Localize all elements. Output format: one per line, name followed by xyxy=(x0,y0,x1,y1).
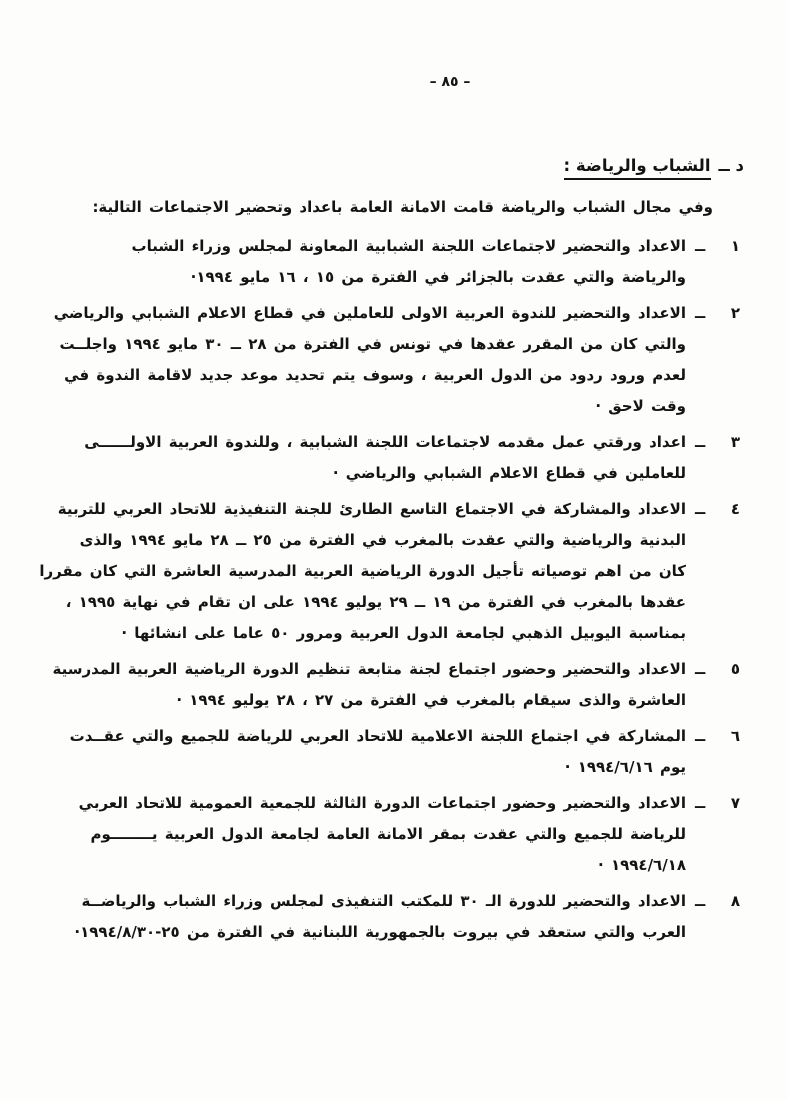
item-text xyxy=(39,494,686,649)
item-number-dash: ــ xyxy=(695,304,706,322)
item-line: الاعداد والتحضير وحضور اجتماعات الدورة الثالثة للجمعية العمومية للاتحاد العربي xyxy=(78,794,686,812)
item-number xyxy=(695,654,740,716)
item-line: العاشرة والذى سيقام بالمغرب في الفترة من ٢٧ ، ٢٨ يوليو ١٩٩٤ · xyxy=(176,691,686,709)
intro-paragraph: وفي مجال الشباب والرياضة قامت الامانة العامة باعداد وتحضير الاجتماعات التالية: xyxy=(92,198,713,216)
item-number-value: ٢ xyxy=(730,304,740,322)
item-line: الاعداد والتحضير للدورة الـ ٣٠ للمكتب التنفيذى لمجلس وزراء الشباب والرياضــة xyxy=(81,892,686,910)
item-text xyxy=(40,886,686,948)
item-number-value: ٦ xyxy=(730,727,740,745)
item-number xyxy=(695,494,740,649)
item-text xyxy=(40,298,686,422)
item-line: بمناسبة اليوبيل الذهبي لجامعة الدول العربية ومرور ٥٠ عاما على انشائها · xyxy=(121,624,686,642)
item-number-dash: ــ xyxy=(695,727,706,745)
item-line: لعدم ورود ردود من الدول العربية ، وسوف يتم تحديد موعد جديد لاقامة الندوة في xyxy=(64,366,686,384)
list-item xyxy=(40,231,740,293)
item-number-dash: ــ xyxy=(695,794,706,812)
items-list xyxy=(40,231,740,948)
item-number-dash: ــ xyxy=(695,660,706,678)
item-number xyxy=(695,427,740,489)
section-letter: د ــ xyxy=(718,156,744,175)
page-number: – ٨٥ – xyxy=(429,74,471,90)
item-text xyxy=(40,788,686,881)
item-line: الاعداد والتحضير لاجتماعات اللجنة الشبابية المعاونة لمجلس وزراء الشباب xyxy=(131,237,686,255)
item-line: والرياضة والتي عقدت بالجزائر في الفترة من ١٥ ، ١٦ مايو ١٩٩٤· xyxy=(190,268,686,286)
item-line: الاعداد والمشاركة في الاجتماع التاسع الطارئ للجنة التنفيذية للاتحاد العربي للتربية xyxy=(57,500,686,518)
list-item xyxy=(40,654,740,716)
list-item xyxy=(40,721,740,783)
item-line: ١٩٩٤/٦/١٨ · xyxy=(598,856,686,874)
item-number-dash: ــ xyxy=(695,892,706,910)
item-number xyxy=(695,298,740,422)
section-heading xyxy=(564,156,744,180)
list-item xyxy=(40,886,740,948)
item-line: العرب والتي ستعقد في بيروت بالجمهورية اللبنانية في الفترة من ٢٥-١٩٩٤/٨/٣٠· xyxy=(74,923,686,941)
item-number xyxy=(695,788,740,881)
item-line: اعداد ورقتي عمل مقدمه لاجتماعات اللجنة الشبابية ، وللندوة العربية الاولــــــى xyxy=(84,433,686,451)
item-number-value: ٤ xyxy=(730,500,740,518)
item-line: للرياضة للجميع والتي عقدت بمقر الامانة العامة لجامعة الدول العربية يــــــــوم xyxy=(90,825,686,843)
section-title: الشباب والرياضة : xyxy=(564,156,711,180)
item-number-value: ٣ xyxy=(730,433,740,451)
item-text xyxy=(40,654,686,716)
item-line: المشاركة في اجتماع اللجنة الاعلامية للاتحاد العربي للرياضة للجميع والتي عقــدت xyxy=(69,727,686,745)
item-line: للعاملين في قطاع الاعلام الشبابي والرياضي · xyxy=(332,464,686,482)
item-number-dash: ــ xyxy=(695,500,706,518)
item-number-value: ١ xyxy=(730,237,740,255)
item-text xyxy=(40,231,686,293)
list-item xyxy=(40,494,740,649)
item-number xyxy=(695,721,740,783)
list-item xyxy=(40,298,740,422)
list-item xyxy=(40,788,740,881)
list-item xyxy=(40,427,740,489)
item-number-value: ٥ xyxy=(730,660,740,678)
item-line: يوم ١٩٩٤/٦/١٦ · xyxy=(564,758,686,776)
item-line: كان من اهم توصياته تأجيل الدورة الرياضية العربية المدرسية العاشرة التي كان مقررا xyxy=(39,562,686,580)
item-number xyxy=(695,231,740,293)
item-line: البدنية والرياضية والتي عقدت بالمغرب في الفترة من ٢٥ ــ ٢٨ مايو ١٩٩٤ والذى xyxy=(79,531,686,549)
item-line: الاعداد والتحضير للندوة العربية الاولى للعاملين في قطاع الاعلام الشبابي والرياضي xyxy=(53,304,686,322)
item-number-value: ٧ xyxy=(730,794,740,812)
item-line: والتي كان من المقرر عقدها في تونس في الفترة من ٢٨ ــ ٣٠ مايو ١٩٩٤ واجلــت xyxy=(59,335,686,353)
item-number xyxy=(695,886,740,948)
item-text xyxy=(40,721,686,783)
item-line: عقدها بالمغرب في الفترة من ١٩ ــ ٢٩ يوليو ١٩٩٤ على ان تقام في نهاية ١٩٩٥ ، xyxy=(65,593,686,611)
document-content xyxy=(40,192,740,953)
item-line: وقت لاحق · xyxy=(595,397,686,415)
item-number-dash: ــ xyxy=(695,433,706,451)
item-number-dash: ــ xyxy=(695,237,706,255)
item-text xyxy=(40,427,686,489)
item-number-value: ٨ xyxy=(730,892,740,910)
item-line: الاعداد والتحضير وحضور اجتماع لجنة متابعة تنظيم الدورة الرياضية العربية المدرسية xyxy=(52,660,686,678)
